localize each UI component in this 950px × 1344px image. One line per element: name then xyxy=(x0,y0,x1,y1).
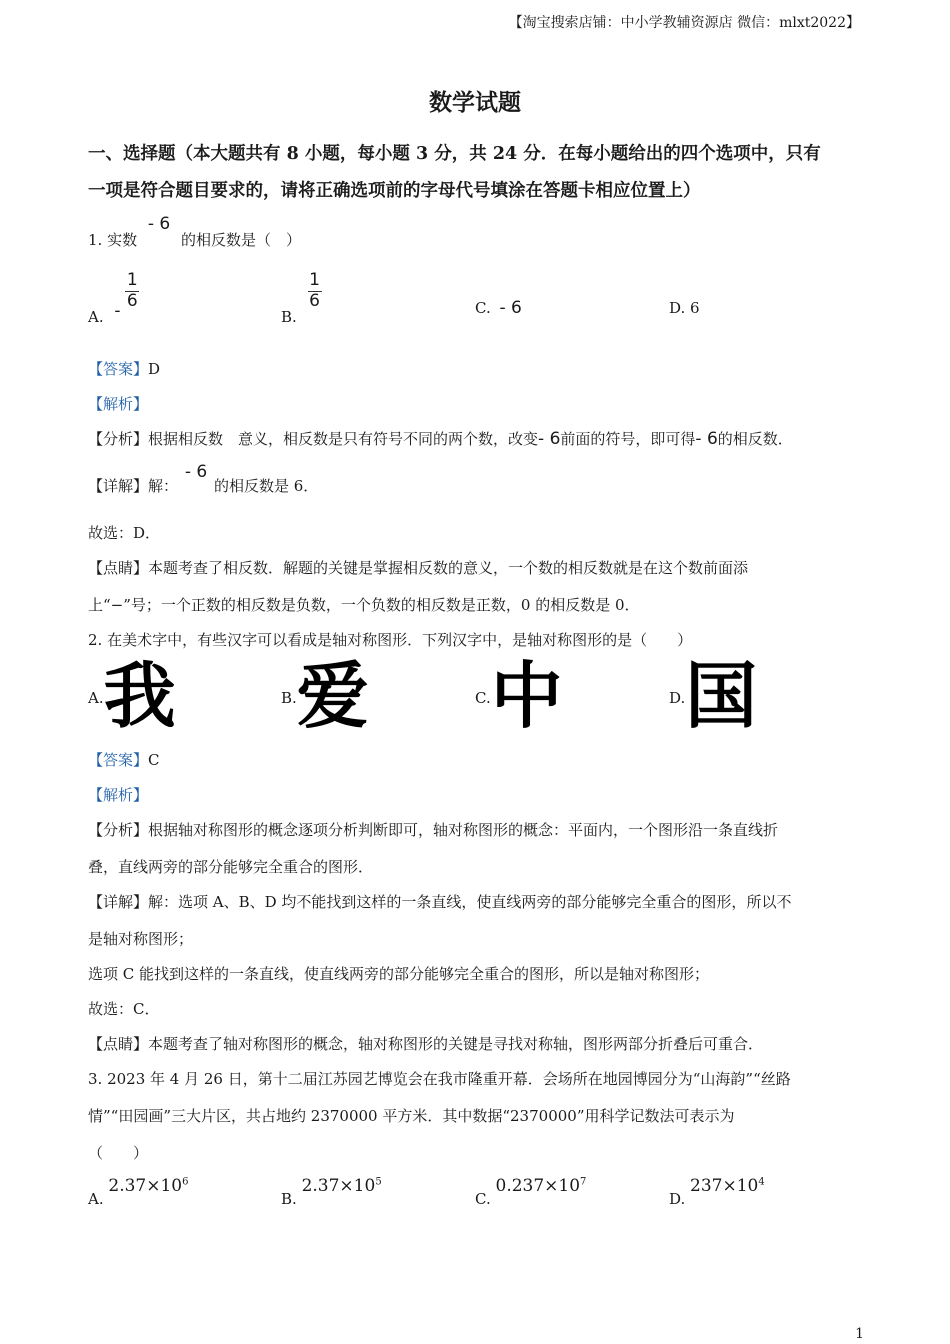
q2-option-b xyxy=(281,654,369,738)
q2-fenxi-line2: 叠，直线两旁的部分能够完全重合的图形． xyxy=(88,858,374,876)
q1-option-a xyxy=(88,270,139,327)
q2-dianjing xyxy=(88,1033,763,1054)
q3-option-c xyxy=(475,1176,587,1208)
q2-answer xyxy=(88,749,160,770)
q2-dianjing-tag: 【点睛】 xyxy=(88,1035,149,1053)
q1-stem xyxy=(88,214,302,250)
q1-option-d: D. 6 xyxy=(669,299,700,317)
page-title: 数学试题 xyxy=(429,89,521,116)
q1-option-a-denominator: 6 xyxy=(126,290,138,311)
q1-fenxi-text1: 根据相反数 意义，相反数是只有符号不同的两个数，改变 xyxy=(148,430,539,448)
q1-analysis-tag: 【解析】 xyxy=(88,395,149,413)
page-number: 1 xyxy=(855,1326,864,1342)
q1-option-b-numerator: 1 xyxy=(309,270,320,290)
q2-analysis-tag: 【解析】 xyxy=(88,786,149,804)
q3-option-d xyxy=(669,1176,765,1208)
q1-option-b-label: B. xyxy=(281,308,297,327)
q2-option-c xyxy=(475,654,563,738)
q3-stem-line1: 3. 2023 年 4 月 26 日，第十二届江苏园艺博览会在我市隆重开幕．会场所在地园博园分为“山海韵”“丝路 xyxy=(88,1070,791,1088)
q1-option-b-denominator: 6 xyxy=(309,290,320,311)
q3-option-b-base: 2.37×10 xyxy=(301,1176,376,1196)
q3-option-a xyxy=(88,1176,189,1208)
q1-dianjing-tag: 【点睛】 xyxy=(88,559,149,577)
q2-fenxi-text1: 根据轴对称图形的概念逐项分析判断即可，轴对称图形的概念：平面内，一个图形沿一条直线折 xyxy=(148,821,779,839)
q3-option-c-value xyxy=(496,1176,587,1196)
q1-answer-tag: 【答案】 xyxy=(88,360,149,378)
q3-option-b-label: B. xyxy=(281,1190,297,1208)
q1-xiangjie-text2: 的相反数是 6． xyxy=(213,477,319,495)
q1-fenxi xyxy=(88,428,793,449)
q3-option-d-base: 237×10 xyxy=(690,1176,759,1196)
q1-fenxi-text3: 的相反数． xyxy=(717,430,793,448)
q3-option-b xyxy=(281,1176,382,1208)
q1-xiangjie xyxy=(88,462,319,496)
page-header: 【淘宝搜索店铺：中小学教辅资源店 微信：mlxt2022】 xyxy=(508,15,860,31)
section-heading-line2: 一项是符合题目要求的，请将正确选项前的字母代号填涂在答题卡相应位置上） xyxy=(88,181,701,201)
q3-option-c-exponent: 7 xyxy=(580,1176,587,1188)
q2-xiangjie-line1 xyxy=(88,891,791,912)
q2-answer-tag: 【答案】 xyxy=(88,751,149,769)
q1-option-a-label: A. xyxy=(88,308,104,327)
q2-dianjing-text1: 本题考查了轴对称图形的概念，轴对称图形的关键是寻找对称轴，图形两部分折叠后可重合． xyxy=(148,1035,764,1053)
q2-option-a-label: A. xyxy=(88,689,104,707)
q2-stem: 2. 在美术字中，有些汉字可以看成是轴对称图形．下列汉字中，是轴对称图形的是（ ） xyxy=(88,631,693,649)
q3-option-c-label: C. xyxy=(475,1190,491,1208)
q1-stem-prefix: 1. 实数 xyxy=(88,231,138,249)
q1-xiangjie-tag: 【详解】 xyxy=(88,477,149,495)
q1-option-a-sign: - xyxy=(114,301,121,322)
q1-xiangjie-expr: - 6 xyxy=(184,462,208,482)
q1-option-b-fraction xyxy=(308,272,322,311)
q1-conclusion: 故选：D． xyxy=(88,524,161,542)
q3-option-c-base: 0.237×10 xyxy=(495,1176,581,1196)
q2-xiangjie-line3: 选项 C 能找到这样的一条直线，使直线两旁的部分能够完全重合的图形，所以是轴对称图形； xyxy=(88,965,710,983)
q1-stem-suffix: 的相反数是（ ） xyxy=(181,231,302,249)
q2-option-b-label: B. xyxy=(281,689,297,707)
q2-option-a xyxy=(88,654,176,738)
q3-option-d-label: D. xyxy=(669,1190,686,1208)
q1-fenxi-tag: 【分析】 xyxy=(88,430,149,448)
q1-dianjing-line2: 上“−”号；一个正数的相反数是负数，一个负数的相反数是正数，0 的相反数是 0． xyxy=(88,596,640,614)
q3-option-a-label: A. xyxy=(88,1190,104,1208)
q1-dianjing-line1 xyxy=(88,557,748,578)
q2-option-d xyxy=(669,654,758,738)
q1-option-c xyxy=(475,298,522,318)
q1-stem-expr: - 6 xyxy=(147,214,171,234)
q3-option-d-value xyxy=(690,1176,765,1196)
q3-option-d-exponent: 4 xyxy=(758,1176,765,1188)
q2-option-d-label: D. xyxy=(669,689,686,707)
q2-option-a-char: 我 xyxy=(103,654,176,738)
q2-conclusion: 故选：C． xyxy=(88,1000,160,1018)
section-heading-line1: 一、选择题（本大题共有 8 小题，每小题 3 分，共 24 分．在每小题给出的四个选项中，只有 xyxy=(88,144,821,164)
q1-option-c-label: C. xyxy=(475,299,491,317)
q1-fenxi-expr2: - 6 xyxy=(695,429,718,449)
q3-stem-line2: 情”“田园画”三大片区，共占地约 2370000 平方米．其中数据“2370000”用科学记数法可表示为 xyxy=(88,1107,735,1125)
q1-answer-value: D xyxy=(148,360,161,378)
q2-xiangjie-tag: 【详解】 xyxy=(88,893,149,911)
q2-fenxi-tag: 【分析】 xyxy=(88,821,149,839)
q2-option-b-char: 爱 xyxy=(296,654,369,738)
q1-option-b xyxy=(281,270,322,327)
q2-fenxi-line1 xyxy=(88,819,778,840)
q3-option-b-value xyxy=(302,1176,382,1196)
q3-option-a-value xyxy=(108,1176,188,1196)
q1-dianjing-text1: 本题考查了相反数．解题的关键是掌握相反数的意义，一个数的相反数就是在这个数前面添 xyxy=(148,559,749,577)
q3-option-a-base: 2.37×10 xyxy=(108,1176,183,1196)
q2-option-c-char: 中 xyxy=(490,654,563,738)
q2-option-c-label: C. xyxy=(475,689,491,707)
q1-option-a-numerator: 1 xyxy=(126,270,138,290)
q1-fenxi-expr1: - 6 xyxy=(538,429,561,449)
q1-fenxi-text2: 前面的符号，即可得 xyxy=(560,430,696,448)
q2-option-d-char: 国 xyxy=(685,654,758,738)
q3-stem-line3: （ ） xyxy=(88,1144,149,1162)
q1-xiangjie-text1: 解： xyxy=(148,477,179,495)
q1-option-c-value: - 6 xyxy=(499,298,522,318)
q3-option-b-exponent: 5 xyxy=(375,1176,382,1188)
q2-xiangjie-text1: 解：选项 A、B、D 均不能找到这样的一条直线，使直线两旁的部分能够完全重合的图形，所以不 xyxy=(148,893,792,911)
q2-answer-value: C xyxy=(148,751,160,769)
q1-option-a-fraction xyxy=(125,272,139,311)
q3-option-a-exponent: 6 xyxy=(182,1176,189,1188)
q2-xiangjie-line2: 是轴对称图形； xyxy=(88,930,194,948)
q1-answer xyxy=(88,358,160,379)
